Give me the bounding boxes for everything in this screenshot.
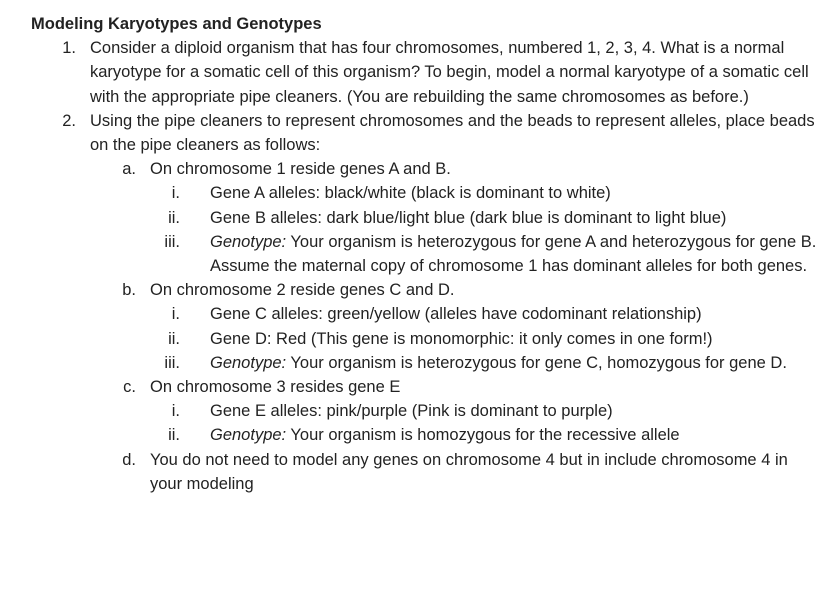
list-roman: ii. bbox=[168, 208, 180, 227]
list-item-2c bbox=[0, 375, 831, 399]
list-text: Gene E alleles: pink/purple (Pink is dominant to purple) bbox=[210, 402, 613, 421]
list-text: Gene B alleles: dark blue/light blue (dark blue is dominant to light blue) bbox=[210, 208, 727, 227]
list-text: Gene A alleles: black/white (black is dominant to white) bbox=[210, 184, 611, 203]
list-text: Gene C alleles: green/yellow (alleles have codominant relationship) bbox=[210, 305, 702, 324]
list-text: You do not need to model any genes on chromosome 4 but in include chromosome 4 in your modeling bbox=[150, 450, 788, 493]
genotype-text: Your organism is homozygous for the recessive allele bbox=[286, 426, 680, 445]
list-item-2a bbox=[0, 157, 831, 181]
list-roman: i. bbox=[171, 305, 180, 324]
list-text: On chromosome 2 reside genes C and D. bbox=[150, 281, 455, 300]
list-item-2d bbox=[0, 448, 831, 496]
list-text: On chromosome 1 reside genes A and B. bbox=[150, 160, 451, 179]
list-number: 1. bbox=[62, 39, 76, 58]
list-letter: d. bbox=[122, 450, 136, 469]
list-item-2b-iii bbox=[0, 351, 831, 375]
list-item-1 bbox=[0, 36, 831, 109]
list-item-2c-ii bbox=[0, 423, 831, 447]
list-roman: ii. bbox=[168, 329, 180, 348]
list-letter: a. bbox=[122, 160, 136, 179]
list-roman: i. bbox=[171, 402, 180, 421]
list-text bbox=[210, 230, 820, 278]
genotype-label: Genotype: bbox=[210, 426, 287, 445]
list-text: Consider a diploid organism that has four chromosomes, numbered 1, 2, 3, 4. What is a normal karyotype for a somatic cell of this organism? To begin, model a normal karyotype of a somatic cell with the appropriate pipe cleaners. (You are rebuilding the same chromosomes as before.) bbox=[90, 39, 809, 106]
list-item-2c-i bbox=[0, 399, 831, 423]
list-item-2b-ii bbox=[0, 327, 831, 351]
list-item-2a-i bbox=[0, 181, 831, 205]
list-item-2b-i bbox=[0, 302, 831, 326]
list-item-2a-iii bbox=[0, 230, 831, 278]
list-letter: b. bbox=[122, 281, 136, 300]
list-roman: i. bbox=[171, 184, 180, 203]
genotype-label: Genotype: bbox=[210, 353, 287, 372]
list-item-2a-ii bbox=[0, 206, 831, 230]
list-letter: c. bbox=[123, 378, 136, 397]
list-text: Using the pipe cleaners to represent chromosomes and the beads to represent alleles, place beads on the pipe cleaners as follows: bbox=[90, 111, 815, 155]
genotype-text: Your organism is heterozygous for gene A and heterozygous for gene B. Assume the maternal copy of chromosome 1 has dominant alleles for both genes. bbox=[210, 232, 817, 276]
list-number: 2. bbox=[62, 111, 76, 130]
list-text: On chromosome 3 resides gene E bbox=[150, 378, 401, 397]
list-roman: ii. bbox=[168, 426, 180, 445]
document bbox=[0, 12, 831, 496]
list-item-2b bbox=[0, 278, 831, 302]
list-text bbox=[210, 351, 820, 375]
list-roman: iii. bbox=[164, 353, 180, 372]
document-title: Modeling Karyotypes and Genotypes bbox=[31, 15, 322, 33]
list-item-2 bbox=[0, 109, 831, 157]
list-text bbox=[210, 423, 820, 447]
genotype-label: Genotype: bbox=[210, 232, 287, 251]
list-text: Gene D: Red (This gene is monomorphic: it only comes in one form!) bbox=[210, 329, 713, 348]
genotype-text: Your organism is heterozygous for gene C, homozygous for gene D. bbox=[286, 353, 787, 372]
list-roman: iii. bbox=[164, 232, 180, 251]
